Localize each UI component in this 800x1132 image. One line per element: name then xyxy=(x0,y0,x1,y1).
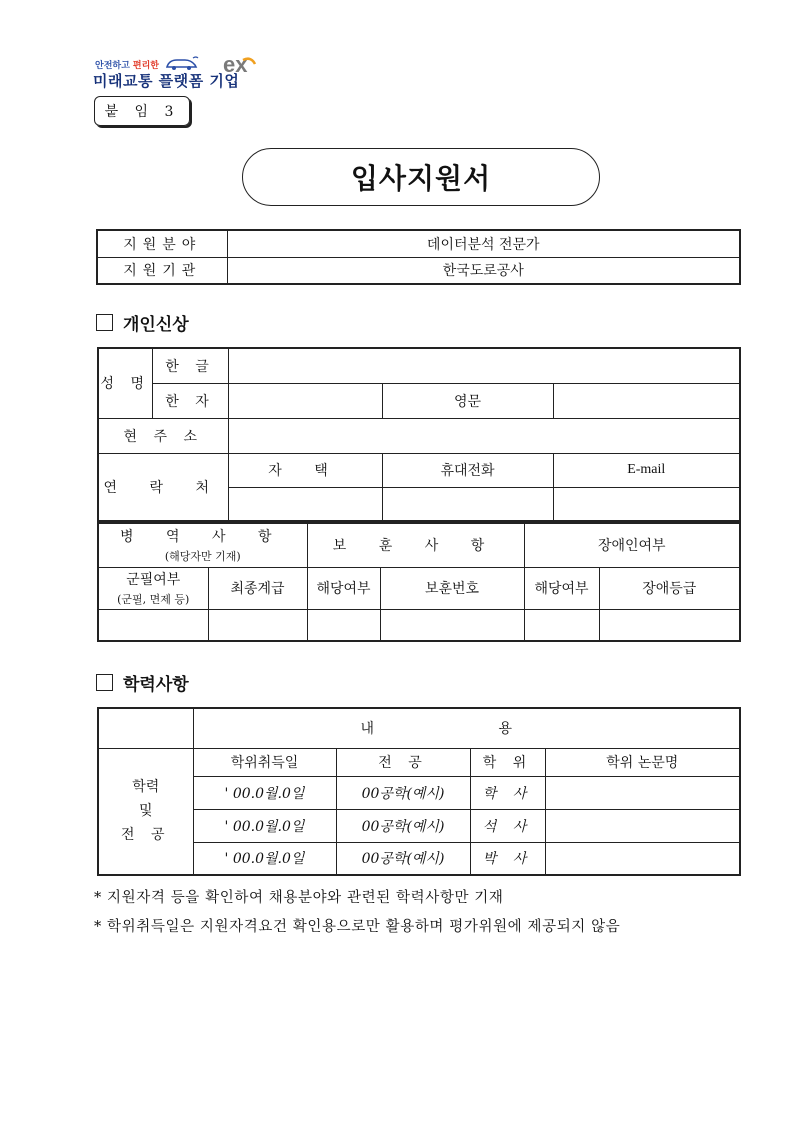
column-header-major: 전 공 xyxy=(336,748,470,776)
major-cell[interactable]: 00공학(예시) xyxy=(336,809,470,842)
military-status-input[interactable] xyxy=(98,609,208,641)
veteran-header: 보 훈 사 항 xyxy=(307,523,524,567)
address-input[interactable] xyxy=(228,418,740,453)
hanja-name-input[interactable] xyxy=(228,383,382,418)
svg-text:ex: ex xyxy=(223,52,248,76)
thesis-cell[interactable] xyxy=(545,776,740,809)
home-phone-label: 자 택 xyxy=(228,453,382,487)
education-side-label: 학력 및 전 공 xyxy=(98,748,193,875)
degree-cell: 석 사 xyxy=(470,809,545,842)
name-label: 성 명 xyxy=(98,348,152,418)
veteran-applicable-header: 해당여부 xyxy=(307,567,380,609)
personal-section-title: 개인신상 xyxy=(96,310,189,335)
disability-grade-header: 장애등급 xyxy=(599,567,740,609)
attachment-label: 붙 임 3 xyxy=(94,96,190,126)
page-title: 입사지원서 xyxy=(242,148,600,206)
logo-company-name: 미래교통 플랫폼 기업 xyxy=(93,72,240,90)
email-input[interactable] xyxy=(553,487,740,521)
thesis-cell[interactable] xyxy=(545,809,740,842)
veteran-applicable-input[interactable] xyxy=(307,609,380,641)
final-rank-header: 최종계급 xyxy=(208,567,307,609)
date-cell[interactable]: ' 00.0월.0일 xyxy=(193,776,336,809)
education-table xyxy=(97,707,741,876)
ex-logo-icon xyxy=(221,52,257,76)
degree-cell: 학 사 xyxy=(470,776,545,809)
email-label: E-mail xyxy=(553,453,740,487)
education-section-title: 학력사항 xyxy=(96,670,189,695)
contact-label: 연 락 처 xyxy=(98,453,228,521)
address-label: 현 주 소 xyxy=(98,418,228,453)
disability-grade-input[interactable] xyxy=(599,609,740,641)
military-header: 병 역 사 항 (해당자만 기재) xyxy=(98,523,307,567)
hangul-label: 한 글 xyxy=(152,348,228,383)
thesis-cell[interactable] xyxy=(545,842,740,875)
company-logo xyxy=(93,52,263,94)
table-row xyxy=(98,809,740,842)
organization-value[interactable]: 한국도로공사 xyxy=(227,257,740,284)
degree-cell: 박 사 xyxy=(470,842,545,875)
veteran-number-header: 보훈번호 xyxy=(380,567,524,609)
military-veteran-table xyxy=(97,522,741,642)
major-cell[interactable]: 00공학(예시) xyxy=(336,842,470,875)
english-label: 영문 xyxy=(382,383,553,418)
hangul-name-input[interactable] xyxy=(228,348,740,383)
home-phone-input[interactable] xyxy=(228,487,382,521)
disability-applicable-header: 해당여부 xyxy=(524,567,599,609)
disability-applicable-input[interactable] xyxy=(524,609,599,641)
major-cell[interactable]: 00공학(예시) xyxy=(336,776,470,809)
note-2: * 학위취득일은 지원자격요건 확인용으로만 활용하며 평가위원에 제공되지 않음 xyxy=(94,919,621,935)
field-label: 지원분야 xyxy=(97,230,227,257)
checkbox-square-icon xyxy=(96,314,113,331)
column-header-date: 학위취득일 xyxy=(193,748,336,776)
english-name-input[interactable] xyxy=(553,383,740,418)
table-row xyxy=(98,842,740,875)
veteran-number-input[interactable] xyxy=(380,609,524,641)
checkbox-square-icon xyxy=(96,674,113,691)
hanja-label: 한 자 xyxy=(152,383,228,418)
logo-tagline: 안전하고 편리한 xyxy=(95,61,160,71)
mobile-input[interactable] xyxy=(382,487,553,521)
final-rank-input[interactable] xyxy=(208,609,307,641)
note-1: * 지원자격 등을 확인하여 채용분야와 관련된 학력사항만 기재 xyxy=(94,890,504,906)
column-header-thesis: 학위 논문명 xyxy=(545,748,740,776)
date-cell[interactable]: ' 00.0월.0일 xyxy=(193,809,336,842)
disability-header: 장애인여부 xyxy=(524,523,740,567)
date-cell[interactable]: ' 00.0월.0일 xyxy=(193,842,336,875)
application-info-table xyxy=(96,229,741,285)
mobile-label: 휴대전화 xyxy=(382,453,553,487)
car-icon xyxy=(165,55,199,71)
table-row xyxy=(98,776,740,809)
education-corner-cell xyxy=(98,708,193,748)
military-status-header: 군필여부 (군필, 면제 등) xyxy=(98,567,208,609)
organization-label: 지원기관 xyxy=(97,257,227,284)
column-header-degree: 학 위 xyxy=(470,748,545,776)
field-value[interactable]: 데이터분석 전문가 xyxy=(227,230,740,257)
personal-info-table xyxy=(97,347,741,522)
education-content-header: 내 용 xyxy=(193,708,740,748)
